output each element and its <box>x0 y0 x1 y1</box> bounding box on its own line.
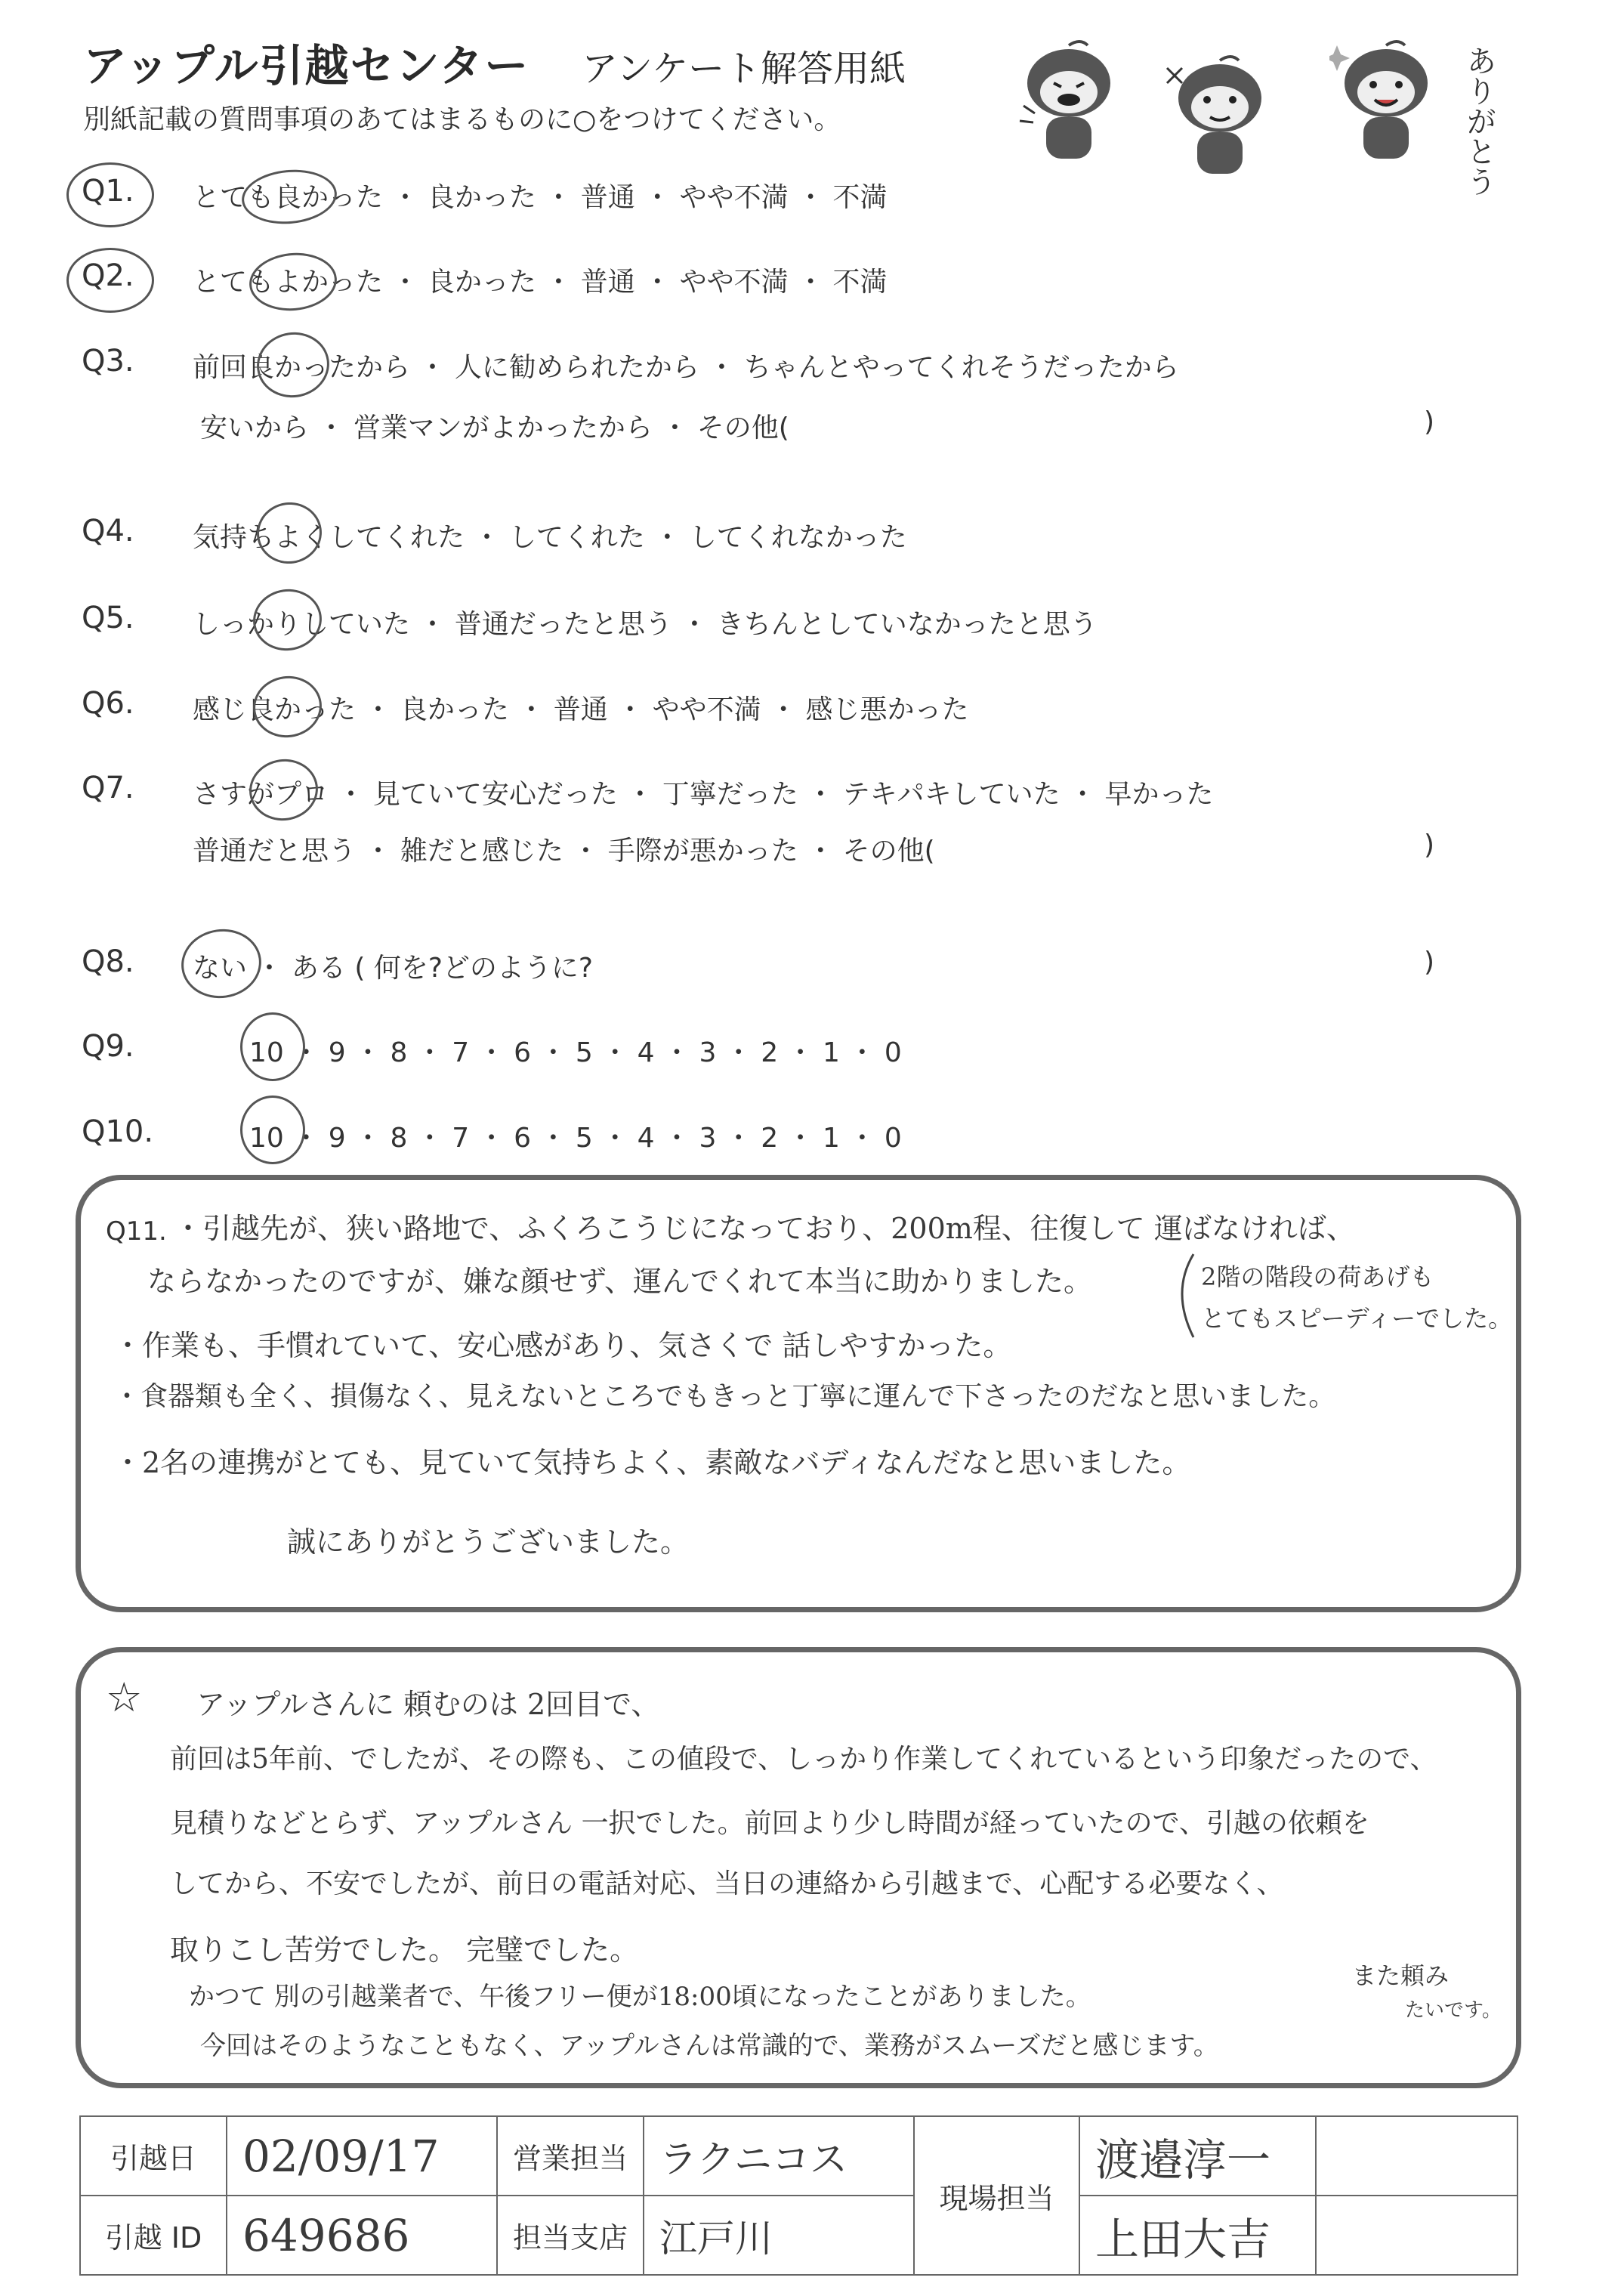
q11-line-3: ・作業も、手慣れていて、安心感があり、気さくで 話しやすかった。 <box>113 1329 1012 1362</box>
footer-info-table <box>79 2115 1518 2276</box>
monkey-illustration-1 <box>1012 38 1125 166</box>
q4-option-circle <box>253 498 326 567</box>
star-side-note-2: たいです。 <box>1405 1999 1502 2022</box>
site-value-1: 渡邉淳一 <box>1079 2116 1316 2196</box>
branch-label: 担当支店 <box>497 2196 644 2275</box>
q10-label: Q10. <box>82 1114 154 1149</box>
q9-answer-circle <box>240 1012 305 1081</box>
q6-options: 感じ良かった ・ 良かった ・ 普通 ・ やや不満 ・ 感じ悪かった <box>193 694 969 725</box>
move-date-label: 引越日 <box>80 2116 227 2196</box>
q7-option-circle <box>245 755 322 825</box>
q1-answer-circle <box>66 162 154 227</box>
q3-options-line2: 安いから ・ 営業マンがよかったから ・ その他( <box>200 413 789 443</box>
q4-label: Q4. <box>82 514 134 549</box>
q1-options: とても良かった ・ 良かった ・ 普通 ・ やや不満 ・ 不満 <box>193 182 888 213</box>
q8-label: Q8. <box>82 944 134 979</box>
q10-answer-circle <box>240 1096 305 1164</box>
monkey-illustration-2 <box>1163 53 1277 181</box>
star-line-2: 前回は5年前、でしたが、その際も、この値段で、しっかり作業してくれているという印象だったので、 <box>170 1744 1437 1775</box>
q2-options: とてもよかった ・ 良かった ・ 普通 ・ やや不満 ・ 不満 <box>193 267 888 298</box>
q7-label: Q7. <box>82 771 134 805</box>
star-line-7: 今回はそのようなこともなく、アップルさんは常識的で、業務がスムーズだと感じます。 <box>200 2031 1219 2061</box>
q8-options: ない ・ ある ( 何を?どのように? <box>193 953 594 984</box>
sales-value: ラクニコス <box>644 2116 914 2196</box>
site-value-2: 上田大吉 <box>1079 2196 1316 2275</box>
q6-option-circle <box>249 672 326 742</box>
q10-scale: 10 ・ 9 ・ 8 ・ 7 ・ 6 ・ 5 ・ 4 ・ 3 ・ 2 ・ 1 ・ 0 <box>249 1123 902 1154</box>
q11-side-note-2: とてもスピーディーでした。 <box>1201 1304 1513 1333</box>
q3-option-circle <box>252 328 333 403</box>
star-line-4: してから、不安でしたが、前日の電話対応、当日の連絡から引越まで、心配する必要なく、 <box>170 1868 1284 1899</box>
q2-answer-circle <box>66 248 154 313</box>
q8-answer-circle <box>177 924 266 1003</box>
q3-options-line1: 前回良かったから ・ 人に勧められたから ・ ちゃんとやってくれそうだったから <box>193 352 1179 383</box>
q5-option-circle <box>249 585 326 655</box>
site-empty-cell-2 <box>1316 2196 1517 2275</box>
thanks-text: ありがとう <box>1462 45 1496 196</box>
star-line-6: かつて 別の引越業者で、午後フリー便が18:00頃になったことがありました。 <box>189 1982 1091 2012</box>
q6-label: Q6. <box>82 686 134 721</box>
q11-line-5: ・2名の連携がとても、見ていて気持ちよく、素敵なバディなんだなと思いました。 <box>113 1446 1191 1479</box>
q4-options: 気持ちよくしてくれた ・ してくれた ・ してくれなかった <box>193 522 907 553</box>
q11-side-note-1: 2階の階段の荷あげも <box>1201 1262 1434 1291</box>
q5-options: しっかりしていた ・ 普通だったと思う ・ きちんとしていなかったと思う <box>193 609 1098 640</box>
q9-scale: 10 ・ 9 ・ 8 ・ 7 ・ 6 ・ 5 ・ 4 ・ 3 ・ 2 ・ 1 ・ 0 <box>249 1037 902 1068</box>
q11-line-6: 誠にありがとうございました。 <box>287 1525 690 1559</box>
instruction-text: 別紙記載の質問事項のあてはまるものに○をつけてください。 <box>83 104 841 135</box>
q3-label: Q3. <box>82 344 134 379</box>
move-date-value: 02/09/17 <box>227 2116 497 2196</box>
q11-line-2: ならなかったのですが、嫌な顔せず、運んでくれて本当に助かりました。 <box>147 1265 1092 1298</box>
site-label: 現場担当 <box>914 2116 1079 2275</box>
star-side-note-1: また頼み <box>1352 1961 1450 1990</box>
star-line-3: 見積りなどとらず、アップルさん 一択でした。前回より少し時間が経っていたので、引越の依頼を <box>170 1808 1369 1839</box>
q9-label: Q9. <box>82 1029 134 1064</box>
q5-label: Q5. <box>82 601 134 635</box>
monkey-illustration-3 <box>1329 38 1443 166</box>
site-empty-cell-1 <box>1316 2116 1517 2196</box>
sales-label: 営業担当 <box>497 2116 644 2196</box>
star-line-5: 取りこし苦労でした。 完璧でした。 <box>170 1933 639 1967</box>
q3-close-paren: ) <box>1424 406 1435 437</box>
move-id-label: 引越 ID <box>80 2196 227 2275</box>
q8-close-paren: ) <box>1424 947 1435 978</box>
bracket-mark <box>1167 1250 1197 1341</box>
move-id-value: 649686 <box>227 2196 497 2275</box>
company-title: アップル引越センター <box>83 40 530 91</box>
q2-label: Q2. <box>82 258 134 293</box>
form-title: アンケート解答用紙 <box>582 48 906 90</box>
q7-options-line2: 普通だと思う ・ 雑だと感じた ・ 手際が悪かった ・ その他( <box>193 836 935 867</box>
branch-value: 江戸川 <box>644 2196 914 2275</box>
q11-label: Q11. <box>106 1216 167 1247</box>
star-icon: ☆ <box>106 1673 143 1721</box>
q1-option-circle <box>239 166 339 228</box>
q2-option-circle <box>247 249 339 314</box>
q11-line-1: ・引越先が、狭い路地で、ふくろこうじになっており、200m程、往復して 運ばなければ、 <box>174 1212 1355 1245</box>
q7-options-line1: さすがプロ ・ 見ていて安心だった ・ 丁寧だった ・ テキパキしていた ・ 早かった <box>193 779 1214 810</box>
q1-label: Q1. <box>82 174 134 209</box>
star-line-1: アップルさんに 頼むのは 2回目で、 <box>196 1688 660 1721</box>
q7-close-paren: ) <box>1424 830 1435 861</box>
q11-line-4: ・食器類も全く、損傷なく、見えないところでもきっと丁寧に運んで下さったのだなと思いました。 <box>113 1381 1336 1412</box>
